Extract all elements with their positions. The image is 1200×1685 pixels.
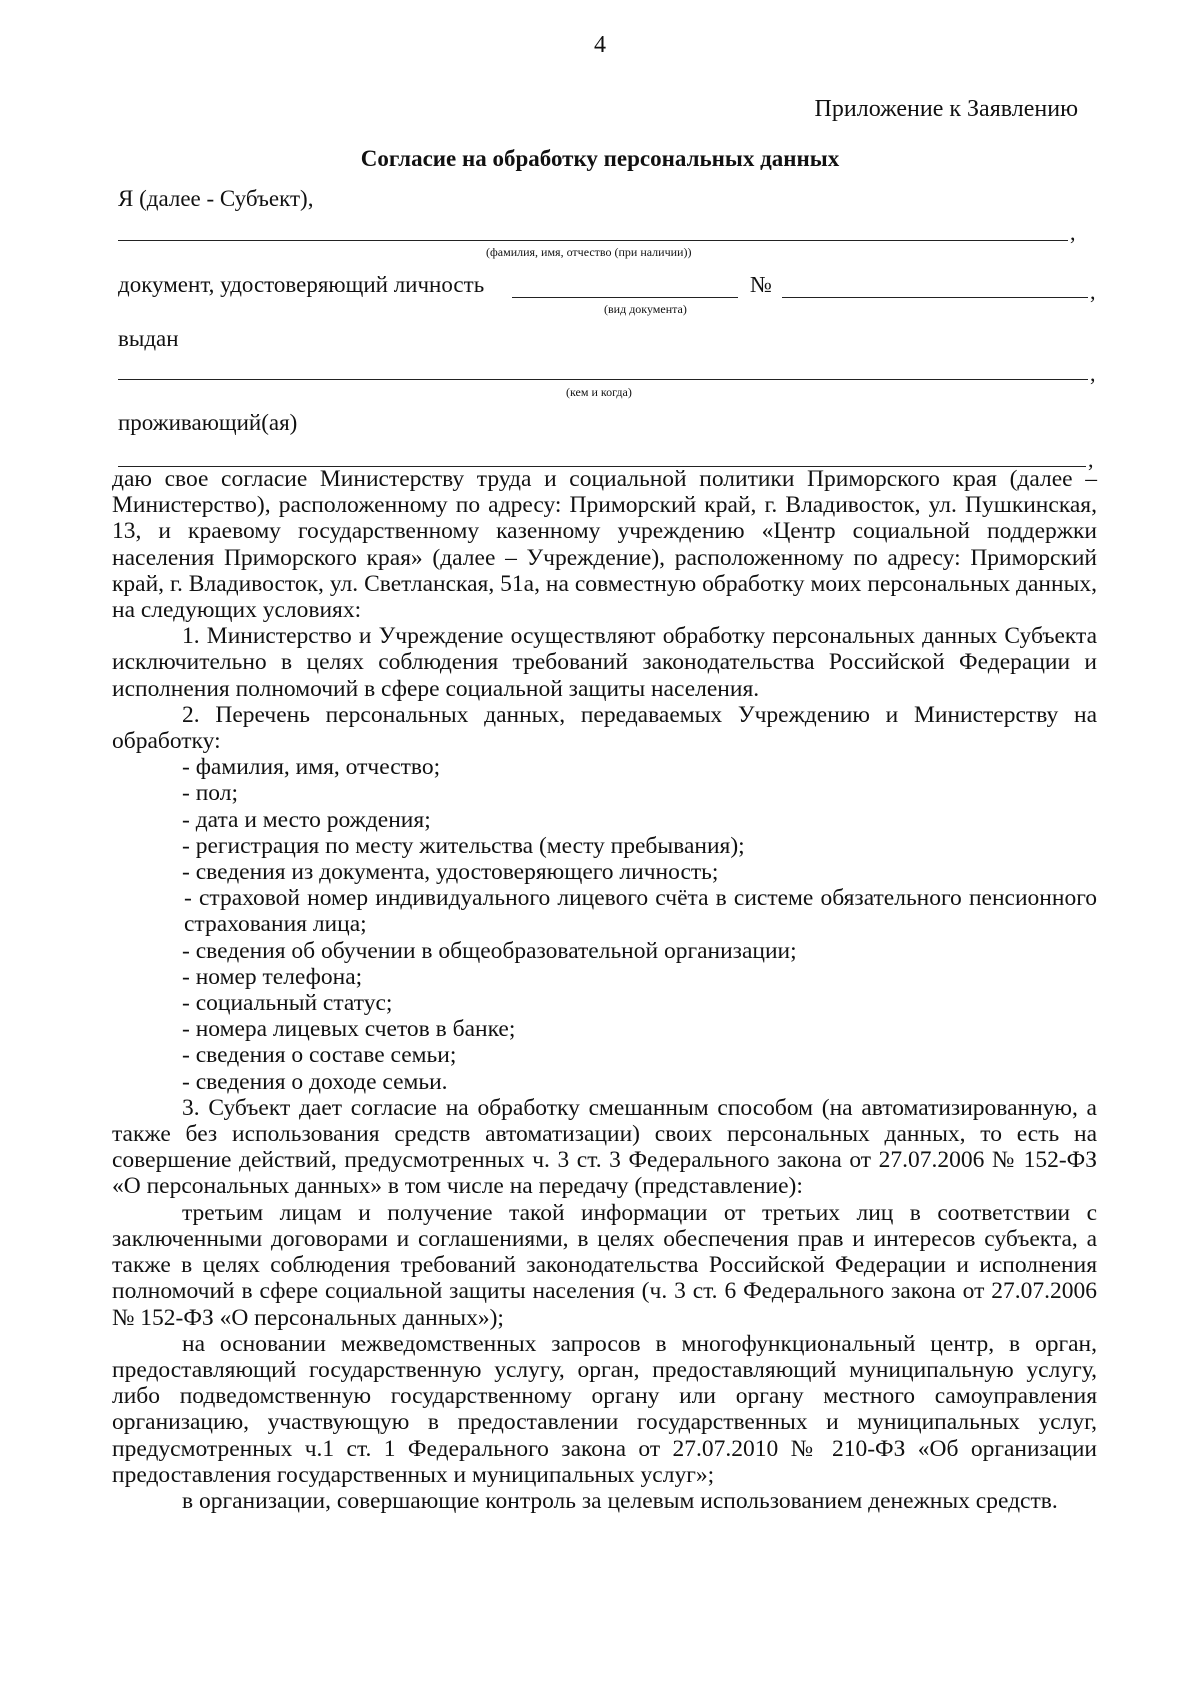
number-sign: № xyxy=(750,272,772,297)
list-item: - фамилия, имя, отчество; xyxy=(182,754,441,781)
page-number: 4 xyxy=(594,32,606,58)
clause-1: 1. Министерство и Учреждение осуществляют обработку персональных данных Субъекта исключительно в целях соблюдения требований законодательства Российской Федерации и исполнения полномочий в сфере социальной защиты населения. xyxy=(112,623,1097,702)
consent-body xyxy=(112,466,1097,1514)
fio-hint: (фамилия, имя, отчество (при наличии)) xyxy=(486,245,692,259)
doc-type-hint: (вид документа) xyxy=(604,302,687,316)
list-item: - социальный статус; xyxy=(182,990,393,1017)
list-item: - пол; xyxy=(182,780,238,807)
interagency-paragraph: на основании межведомственных запросов в многофункциональный центр, в орган, предоставляющий государственную услугу, орган, предоставляющий муниципальную услугу, либо подведомственную государственному органу или органу местного самоуправления организацию, участвующую в предоставлении государственных и муниципальных услуг, предусмотренных ч.1 ст. 1 Федерального закона от 27.07.2010 № 210-ФЗ «Об организации предоставления государственных и муниципальных услуг»; xyxy=(112,1330,1097,1488)
list-item: - дата и место рождения; xyxy=(182,806,431,833)
issued-hint: (кем и когда) xyxy=(566,385,632,399)
fio-comma: , xyxy=(1070,220,1076,245)
consent-intro-paragraph: даю свое согласие Министерству труда и социальной политики Приморского края (далее – Министерство), расположенному по адресу: Приморский край, г. Владивосток, ул. Пушкинская, 13, и краевому государственному казенному учреждению «Центр социальной поддержки населения Приморского края» (далее – Учреждение), расположенному по адресу: Приморский край, г. Владивосток, ул. Светланская, 51а, на совместную обработку моих персональных данных, на следующих условиях: xyxy=(112,466,1097,624)
list-item: - регистрация по месту жительства (месту пребывания); xyxy=(182,832,745,859)
document-title: Согласие на обработку персональных данных xyxy=(360,146,840,171)
list-item: - номер телефона; xyxy=(182,963,363,990)
third-parties-paragraph: третьим лицам и получение такой информации от третьих лиц в соответствии с заключенными договорами и соглашениями, в целях обеспечения прав и интересов субъекта, а также в целях соблюдения требований законодательства Российской Федерации и исполнения полномочий в сфере социальной защиты населения (ч. 3 ст. 6 Федерального закона от 27.07.2006 № 152-ФЗ «О персональных данных»); xyxy=(112,1199,1097,1331)
doc-number-field[interactable] xyxy=(782,297,1088,298)
issued-label: выдан xyxy=(118,326,179,351)
list-item: - сведения о доходе семьи. xyxy=(182,1068,448,1095)
clause-2: 2. Перечень персональных данных, передаваемых Учреждению и Министерству на обработку: xyxy=(112,701,1097,755)
fio-field[interactable] xyxy=(118,240,1068,241)
issued-comma: , xyxy=(1090,361,1096,386)
list-item: - сведения о составе семьи; xyxy=(182,1042,457,1069)
appendix-label: Приложение к Заявлению xyxy=(814,96,1078,122)
list-item: - номера лицевых счетов в банке; xyxy=(182,1016,516,1043)
doc-number-comma: , xyxy=(1090,279,1096,304)
subject-intro: Я (далее - Субъект), xyxy=(118,186,314,211)
list-item: - сведения об обучении в общеобразовательной организации; xyxy=(182,937,797,964)
clause-3: 3. Субъект дает согласие на обработку смешанным способом (на автоматизированную, а также без использования средств автоматизации) своих персональных данных, то есть на совершение действий, предусмотренных ч. 3 ст. 3 Федерального закона от 27.07.2006 № 152-ФЗ «О персональных данных» в том числе на передачу (представление): xyxy=(112,1094,1097,1200)
doc-label: документ, удостоверяющий личность xyxy=(118,272,485,297)
list-item: - сведения из документа, удостоверяющего личность; xyxy=(182,859,719,886)
residing-comma: , xyxy=(1088,447,1094,472)
doc-type-field[interactable] xyxy=(512,297,738,298)
issued-field[interactable] xyxy=(118,379,1088,380)
residing-label: проживающий(ая) xyxy=(118,410,298,435)
control-organizations-paragraph: в организации, совершающие контроль за целевым использованием денежных средств. xyxy=(182,1487,1058,1514)
list-item: - страховой номер индивидуального лицевого счёта в системе обязательного пенсионного страхования лица; xyxy=(184,885,1097,938)
